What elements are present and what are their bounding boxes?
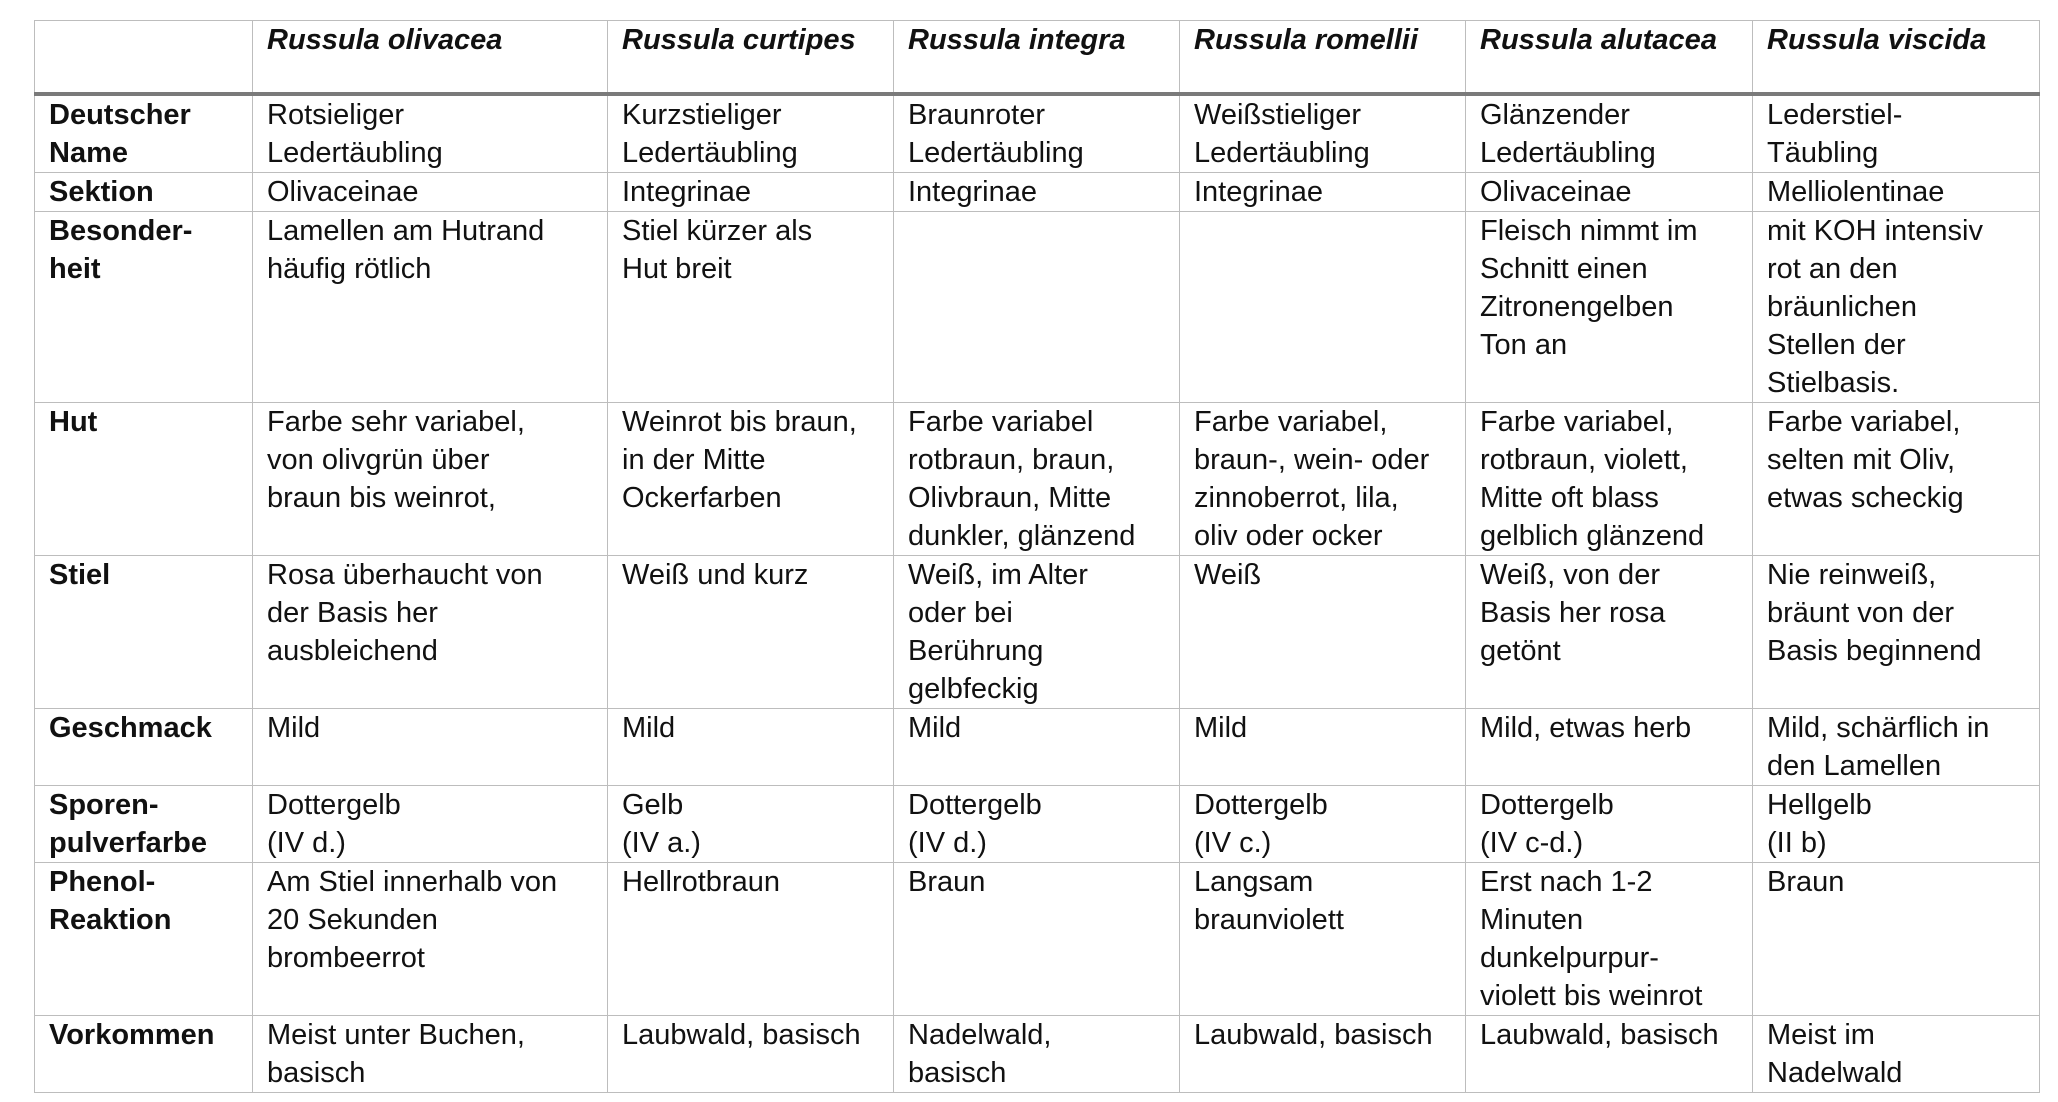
- table-cell: Mild: [608, 709, 894, 786]
- table-cell: Integrinae: [1180, 173, 1466, 212]
- table-cell: Weiß, im Alter oder bei Berührung gelbfeckig: [894, 556, 1180, 709]
- row-label: Stiel: [35, 556, 253, 709]
- table-cell: Rosa überhaucht von der Basis her ausbleichend: [253, 556, 608, 709]
- header-species: Russula viscida: [1753, 21, 2040, 95]
- table-cell: Farbe variabel, selten mit Oliv, etwas scheckig: [1753, 403, 2040, 556]
- table-cell: Meist unter Buchen, basisch: [253, 1016, 608, 1093]
- russula-comparison-table: [34, 20, 2040, 1093]
- table-cell: Mild: [894, 709, 1180, 786]
- table-cell: Integrinae: [608, 173, 894, 212]
- table-cell: [1180, 212, 1466, 403]
- row-label: Besonder- heit: [35, 212, 253, 403]
- table-cell: Dottergelb (IV c-d.): [1466, 786, 1753, 863]
- table-cell: Olivaceinae: [1466, 173, 1753, 212]
- table-cell: Weißstieliger Ledertäubling: [1180, 94, 1466, 173]
- header-species: Russula integra: [894, 21, 1180, 95]
- row-label: Hut: [35, 403, 253, 556]
- table-cell: Lederstiel- Täubling: [1753, 94, 2040, 173]
- table-cell: Farbe variabel, braun-, wein- oder zinnoberrot, lila, oliv oder ocker: [1180, 403, 1466, 556]
- table-cell: Dottergelb (IV d.): [894, 786, 1180, 863]
- row-label: Vorkommen: [35, 1016, 253, 1093]
- table-cell: Farbe variabel, rotbraun, violett, Mitte oft blass gelblich glänzend: [1466, 403, 1753, 556]
- header-species: Russula olivacea: [253, 21, 608, 95]
- row-label: Sporen- pulverfarbe: [35, 786, 253, 863]
- table-row-phenol-reaktion: [35, 863, 2040, 1016]
- table-cell: Kurzstieliger Ledertäubling: [608, 94, 894, 173]
- table-cell: Mild: [1180, 709, 1466, 786]
- comparison-table-container: [34, 20, 2039, 1093]
- row-label: Deutscher Name: [35, 94, 253, 173]
- table-cell: Nie reinweiß, bräunt von der Basis beginnend: [1753, 556, 2040, 709]
- table-cell: mit KOH intensiv rot an den bräunlichen Stellen der Stielbasis.: [1753, 212, 2040, 403]
- table-row-hut: [35, 403, 2040, 556]
- table-row-sporenpulverfarbe: [35, 786, 2040, 863]
- table-cell: Farbe variabel rotbraun, braun, Olivbraun, Mitte dunkler, glänzend: [894, 403, 1180, 556]
- table-cell: Weinrot bis braun, in der Mitte Ockerfarben: [608, 403, 894, 556]
- table-row-geschmack: [35, 709, 2040, 786]
- table-cell: Lamellen am Hutrand häufig rötlich: [253, 212, 608, 403]
- table-cell: Mild: [253, 709, 608, 786]
- table-cell: Nadelwald, basisch: [894, 1016, 1180, 1093]
- header-species: Russula alutacea: [1466, 21, 1753, 95]
- table-cell: Farbe sehr variabel, von olivgrün über braun bis weinrot,: [253, 403, 608, 556]
- header-corner-cell: [35, 21, 253, 95]
- table-cell: Fleisch nimmt im Schnitt einen Zitronengelben Ton an: [1466, 212, 1753, 403]
- table-cell: Glänzender Ledertäubling: [1466, 94, 1753, 173]
- table-cell: Hellrotbraun: [608, 863, 894, 1016]
- table-cell: Rotsieliger Ledertäubling: [253, 94, 608, 173]
- table-cell: Weiß: [1180, 556, 1466, 709]
- table-cell: Melliolentinae: [1753, 173, 2040, 212]
- table-cell: Integrinae: [894, 173, 1180, 212]
- row-label: Geschmack: [35, 709, 253, 786]
- table-cell: Olivaceinae: [253, 173, 608, 212]
- table-header-row: [35, 21, 2040, 95]
- row-label: Sektion: [35, 173, 253, 212]
- table-cell: Meist im Nadelwald: [1753, 1016, 2040, 1093]
- table-cell: Dottergelb (IV d.): [253, 786, 608, 863]
- table-cell: Gelb (IV a.): [608, 786, 894, 863]
- table-cell: Langsam braunviolett: [1180, 863, 1466, 1016]
- table-cell: Braun: [1753, 863, 2040, 1016]
- table-cell: Laubwald, basisch: [608, 1016, 894, 1093]
- table-cell: Weiß und kurz: [608, 556, 894, 709]
- table-row-vorkommen: [35, 1016, 2040, 1093]
- table-cell: Laubwald, basisch: [1180, 1016, 1466, 1093]
- table-cell: Stiel kürzer als Hut breit: [608, 212, 894, 403]
- table-cell: Laubwald, basisch: [1466, 1016, 1753, 1093]
- table-cell: Mild, etwas herb: [1466, 709, 1753, 786]
- table-cell: Am Stiel innerhalb von 20 Sekunden brombeerrot: [253, 863, 608, 1016]
- table-row-besonderheit: [35, 212, 2040, 403]
- row-label: Phenol- Reaktion: [35, 863, 253, 1016]
- table-cell: Erst nach 1-2 Minuten dunkelpurpur- violett bis weinrot: [1466, 863, 1753, 1016]
- table-row-sektion: [35, 173, 2040, 212]
- header-species: Russula curtipes: [608, 21, 894, 95]
- table-row-deutscher-name: [35, 94, 2040, 173]
- table-cell: Braun: [894, 863, 1180, 1016]
- table-cell: Hellgelb (II b): [1753, 786, 2040, 863]
- header-species: Russula romellii: [1180, 21, 1466, 95]
- table-row-stiel: [35, 556, 2040, 709]
- table-cell: Dottergelb (IV c.): [1180, 786, 1466, 863]
- table-cell: Mild, schärflich in den Lamellen: [1753, 709, 2040, 786]
- table-cell: [894, 212, 1180, 403]
- table-cell: Braunroter Ledertäubling: [894, 94, 1180, 173]
- table-cell: Weiß, von der Basis her rosa getönt: [1466, 556, 1753, 709]
